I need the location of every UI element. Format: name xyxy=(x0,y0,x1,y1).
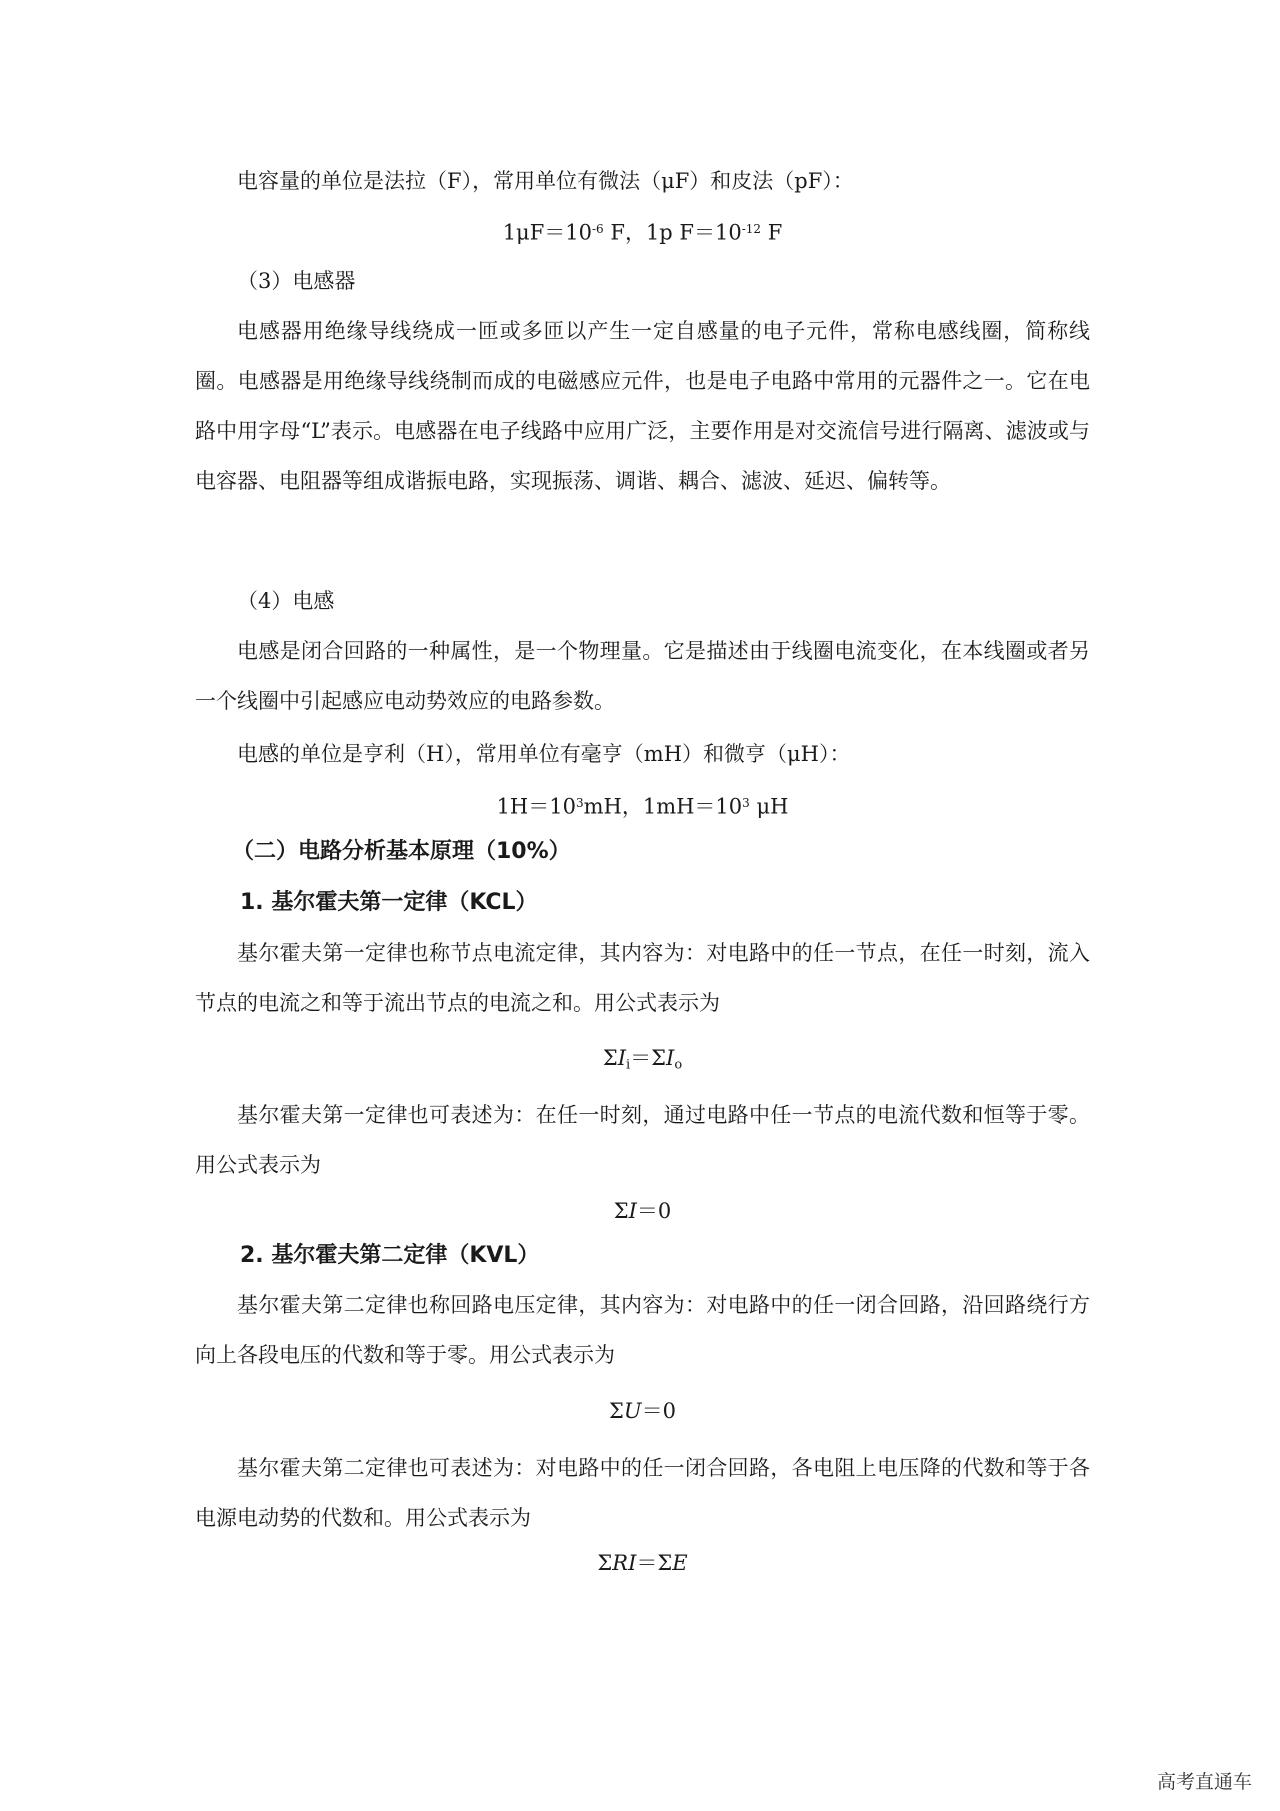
kcl-heading: 1. 基尔霍夫第一定律（KCL） xyxy=(240,890,538,915)
eq-variable: E xyxy=(672,1551,688,1575)
eq-exponent: -6 xyxy=(592,222,604,236)
kcl-paragraph-2: 基尔霍夫第一定律也可表述为：在任一时刻，通过电路中任一节点的电流代数和恒等于零。用公式表示为 xyxy=(195,1103,1090,1177)
inductance-heading: （4）电感 xyxy=(237,589,335,613)
kvl-equation-1 xyxy=(195,1396,1090,1426)
eq-part: 1μF＝10 xyxy=(502,220,592,245)
inductance-paragraph: 电感是闭合回路的一种属性，是一个物理量。它是描述由于线圈电流变化，在本线圈或者另一个线圈中引起感应电动势效应的电路参数。 xyxy=(195,639,1090,713)
eq-part: F，1p F＝10 xyxy=(603,220,742,245)
kcl-equation-1 xyxy=(195,1043,1090,1080)
eq-part: 1H＝10 xyxy=(496,794,576,819)
eq-subscript: i xyxy=(626,1057,631,1073)
eq-part: mH，1mH＝10 xyxy=(583,794,743,819)
eq-part: F xyxy=(761,220,783,245)
capacitance-equation xyxy=(195,214,1090,248)
eq-part: ＝Σ xyxy=(636,1551,673,1575)
eq-variable: I xyxy=(617,1046,626,1070)
kvl-paragraph-2: 基尔霍夫第二定律也可表述为：对电路中的任一闭合回路，各电阻上电压降的代数和等于各电源电动势的代数和。用公式表示为 xyxy=(195,1456,1090,1530)
sigma-symbol: Σ xyxy=(597,1551,613,1575)
eq-variable: I xyxy=(666,1046,675,1070)
section-heading: （二）电路分析基本原理（10%） xyxy=(232,839,571,864)
eq-subscript: o xyxy=(674,1057,683,1073)
kvl-heading: 2. 基尔霍夫第二定律（KVL） xyxy=(240,1243,540,1268)
eq-exponent: -12 xyxy=(741,222,762,236)
eq-exponent: 3 xyxy=(575,796,584,810)
sigma-symbol: Σ xyxy=(602,1046,618,1070)
eq-part: ＝0 xyxy=(641,1399,676,1423)
eq-part: μH xyxy=(749,794,789,819)
kcl-equation-2 xyxy=(195,1196,1090,1226)
kcl-paragraph-1: 基尔霍夫第一定律也称节点电流定律，其内容为：对电路中的任一节点，在任一时刻，流入节点的电流之和等于流出节点的电流之和。用公式表示为 xyxy=(195,941,1090,1015)
eq-variable: I xyxy=(628,1199,637,1223)
eq-variable: RI xyxy=(612,1551,637,1575)
capacitance-unit-text: 电容量的单位是法拉（F），常用单位有微法（μF）和皮法（pF）： xyxy=(237,169,854,193)
inductance-equation xyxy=(195,788,1090,822)
eq-variable: U xyxy=(623,1399,642,1423)
footer-watermark: 高考直通车 xyxy=(1156,1771,1252,1793)
eq-exponent: 3 xyxy=(742,796,750,810)
inductor-heading: （3）电感器 xyxy=(237,269,356,293)
kvl-equation-2 xyxy=(195,1548,1090,1578)
eq-part: ＝Σ xyxy=(630,1046,667,1070)
sigma-symbol: Σ xyxy=(609,1399,624,1423)
kvl-paragraph-1: 基尔霍夫第二定律也称回路电压定律，其内容为：对电路中的任一闭合回路，沿回路绕行方向上各段电压的代数和等于零。用公式表示为 xyxy=(195,1293,1090,1367)
eq-part: ＝0 xyxy=(636,1199,672,1223)
sigma-symbol: Σ xyxy=(613,1199,629,1223)
inductor-paragraph: 电感器用绝缘导线绕成一匝或多匝以产生一定自感量的电子元件，常称电感线圈，简称线圈。电感器是用绝缘导线绕制而成的电磁感应元件，也是电子电路中常用的元器件之一。它在电路中用字母“L”表示。电感器在电子线路中应用广泛，主要作用是对交流信号进行隔离、滤波或与电容器、电阻器等组成谐振电路，实现振荡、调谐、耦合、滤波、延迟、偏转等。 xyxy=(195,319,1090,493)
inductance-unit-text: 电感的单位是亨利（H），常用单位有毫亨（mH）和微亨（μH）： xyxy=(237,742,851,766)
